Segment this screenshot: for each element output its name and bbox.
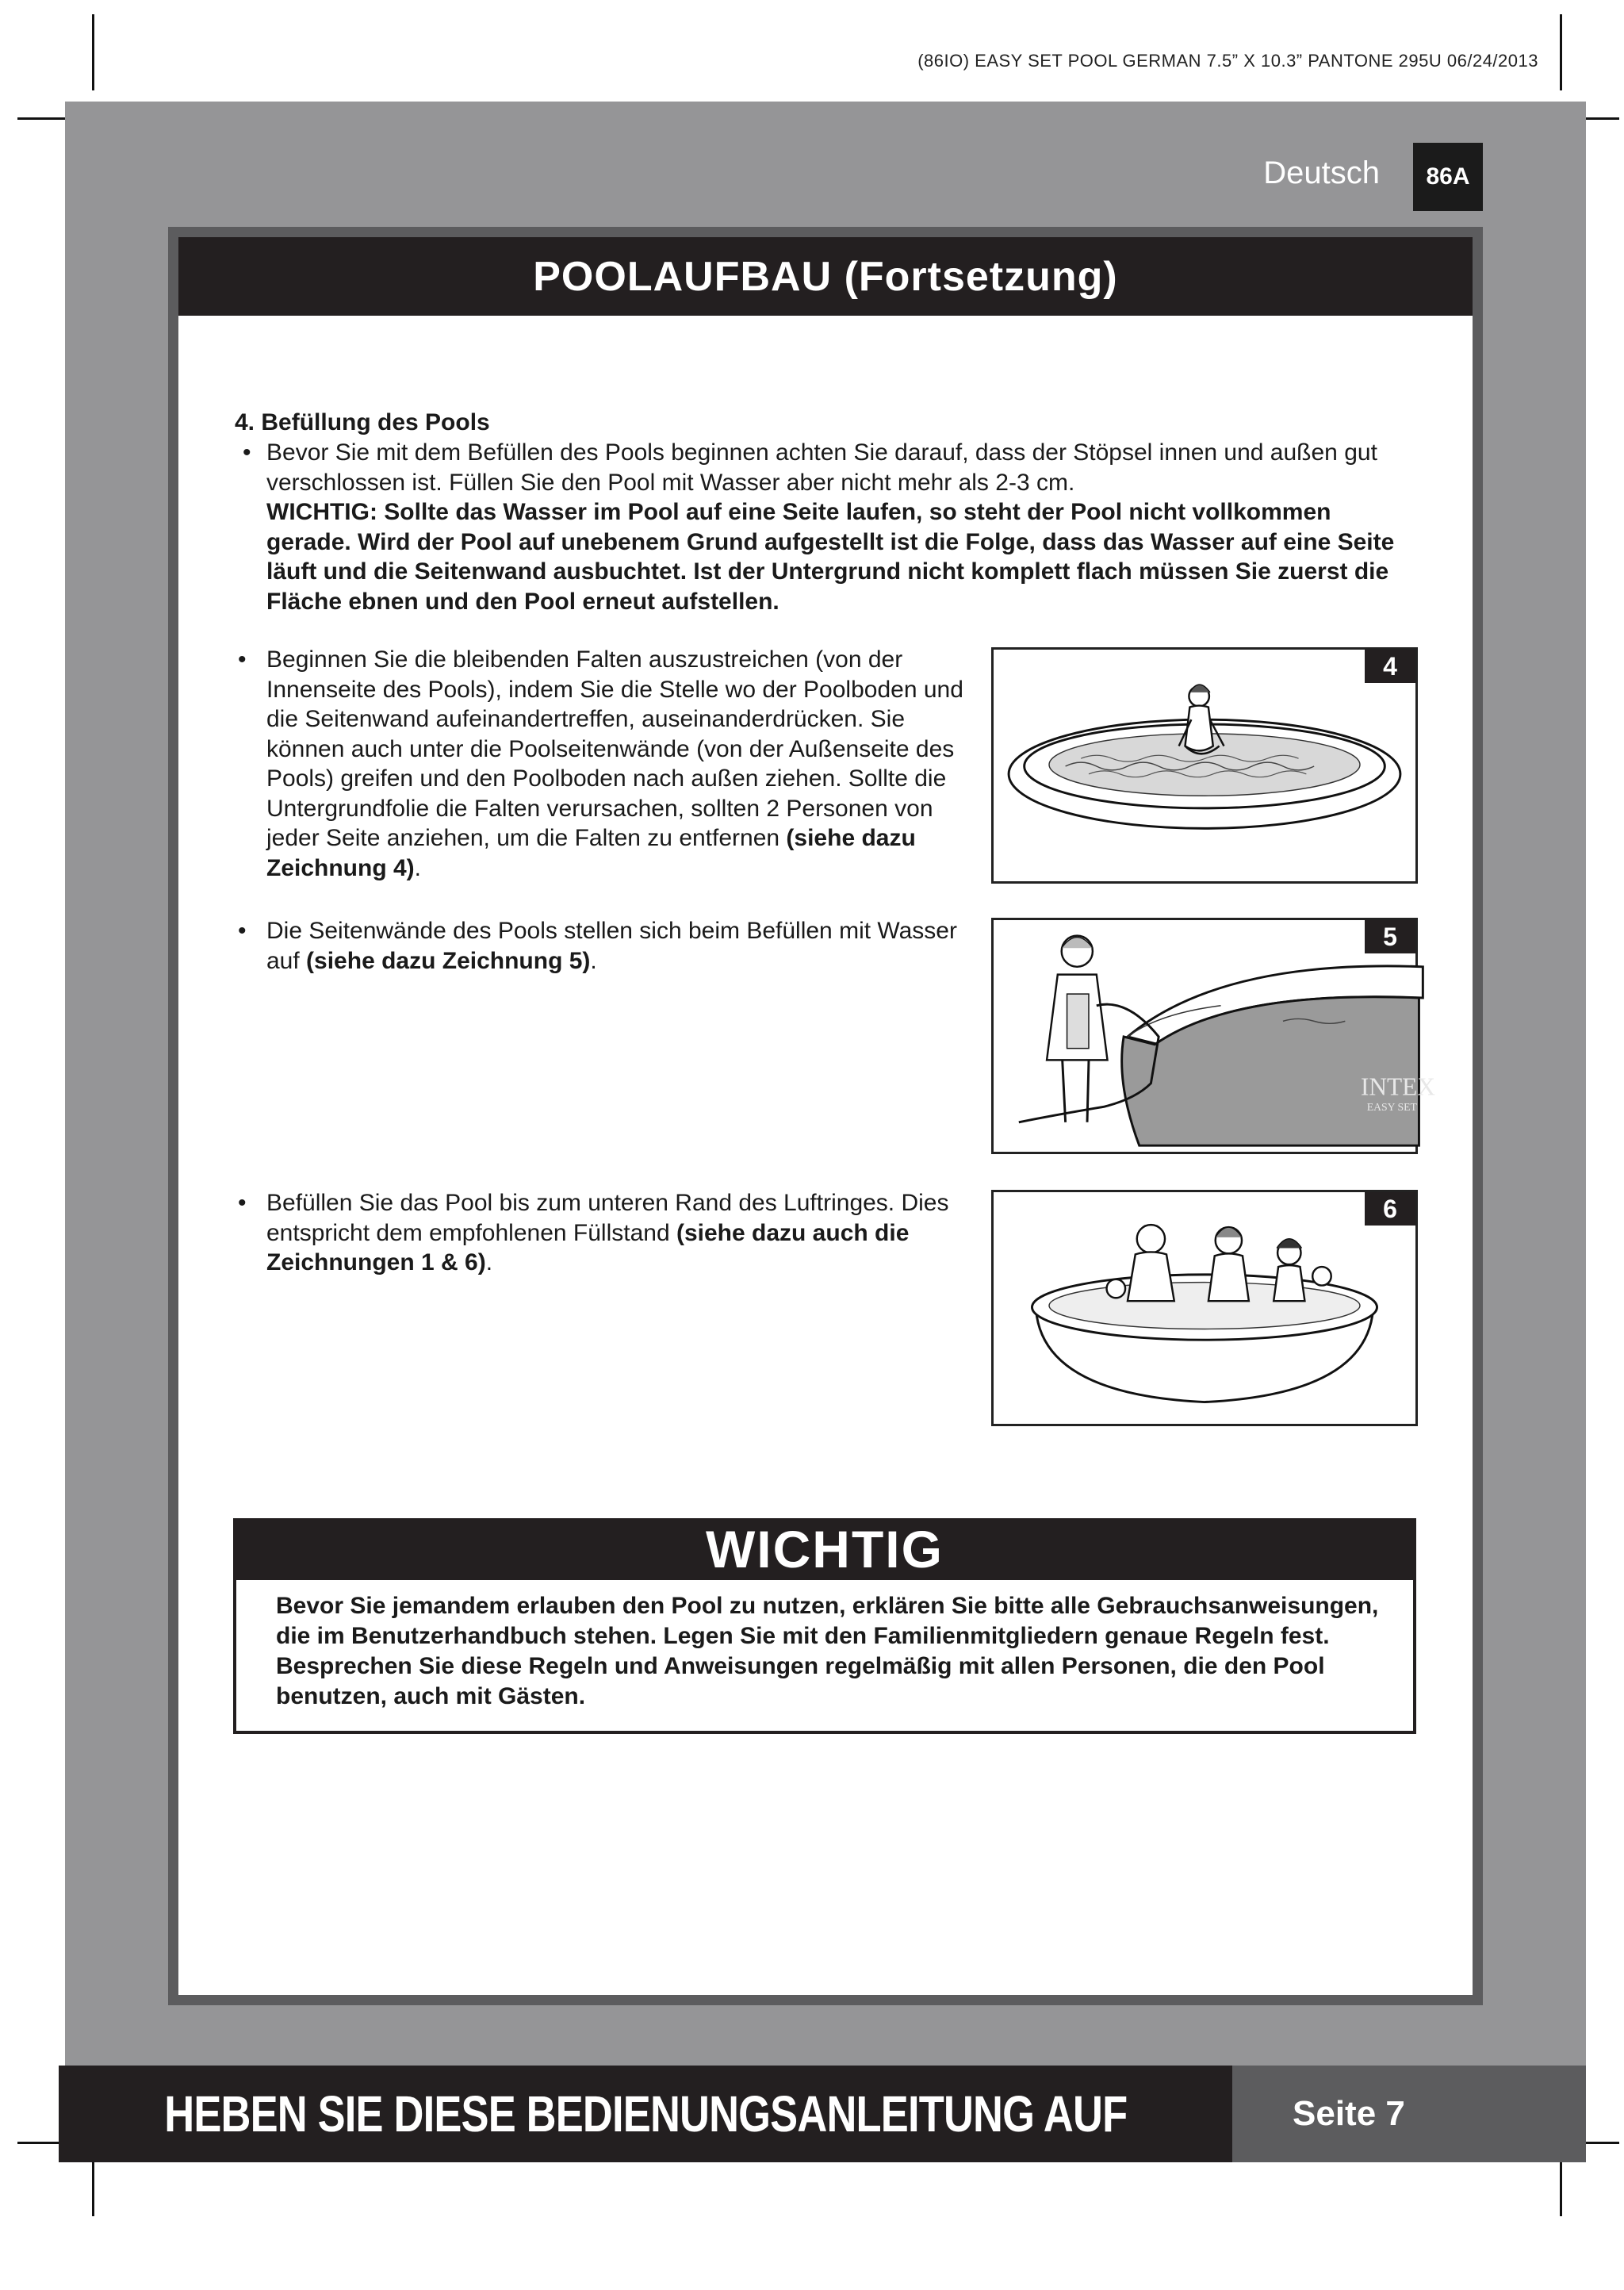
paragraph-fill-level	[266, 1188, 980, 1278]
pool-illustration	[994, 650, 1415, 881]
warning-text: Bevor Sie jemandem erlauben den Pool zu nutzen, erklären Sie bitte alle Gebrauchsanweisungen, die im Benutzerhandbuch stehen. Legen Sie mit den Familienmitgliedern genaue Regeln fest. Besprechen Sie diese Regeln und Anweisungen regelmäßig mit allen Personen, die den Pool benutzen, auch mit Gästen.	[276, 1593, 1379, 1709]
brand-logo: INTEX	[1360, 1072, 1435, 1101]
figure-5-pool-filling	[991, 918, 1435, 1154]
paragraph-text: Beginnen Sie die bleibenden Falten auszustreichen (von der Innenseite des Pools), indem Sie die Stelle wo der Poolboden und die Seitenwand aufeinandertreffen, auseinanderdrücken. Sie können auch unter die Poolseitenwände (von der Außenseite des Pools) greifen und den Poolboden nach außen ziehen. Sollte die Untergrundfolie die Falten verursachen, sollten 2 Personen von jeder Seite anziehen, um die Falten zu entfernen	[266, 646, 963, 851]
paragraph-end: .	[414, 854, 422, 881]
crop-mark	[1560, 14, 1562, 90]
warning-title: WICHTIG	[233, 1518, 1416, 1580]
figure-reference: (siehe dazu auch die Zeichnungen 1 & 6)	[266, 1219, 910, 1275]
figure-6-pool-filled	[991, 1190, 1418, 1426]
print-info: (86IO) EASY SET POOL GERMAN 7.5” X 10.3” PANTONE 295U 06/24/2013	[917, 51, 1538, 71]
figure-number: 6	[1365, 1192, 1415, 1226]
footer-page-number: Seite 7	[1232, 2066, 1586, 2162]
crop-mark	[92, 14, 94, 90]
section-heading: 4. Befüllung des Pools	[235, 409, 490, 435]
crop-mark	[92, 2162, 94, 2216]
pool-illustration	[994, 920, 1435, 1152]
bullet: •	[238, 1190, 247, 1216]
footer-slogan-text: HEBEN SIE DIESE BEDIENUNGSANLEITUNG AUF	[163, 2085, 1128, 2142]
important-note: WICHTIG: Sollte das Wasser im Pool auf eine Seite laufen, so steht der Pool nicht vollkommen gerade. Wird der Pool auf unebenem Grund aufgestellt ist die Folge, dass das Wasser auf eine Seite läuft und die Seitenwand ausbuchtet. Ist der Untergrund nicht komplett flach müssen Sie zuerst die Fläche ebnen und den Pool erneut aufstellen.	[266, 499, 1395, 615]
paragraph-end: .	[485, 1249, 493, 1275]
page-title: POOLAUFBAU (Fortsetzung)	[178, 237, 1473, 316]
paragraph-end: .	[590, 947, 597, 974]
figure-number: 5	[1365, 920, 1415, 953]
paragraph-fill-instructions	[266, 438, 1400, 616]
bullet: •	[238, 646, 247, 673]
figure-4-pool-wrinkles	[991, 647, 1418, 884]
figure-number: 4	[1365, 650, 1415, 683]
footer-slogan	[59, 2066, 1232, 2162]
paragraph-walls	[266, 916, 980, 976]
paragraph-text: Bevor Sie mit dem Befüllen des Pools beginnen achten Sie darauf, dass der Stöpsel innen und außen gut verschlossen ist. Füllen Sie den Pool mit Wasser aber nicht mehr als 2-3 cm.	[266, 439, 1377, 496]
paragraph-text: Befüllen Sie das Pool bis zum unteren Rand des Luftringes. Dies entspricht dem empfohlenen Füllstand	[266, 1190, 949, 1246]
bullet: •	[238, 918, 247, 944]
paragraph-wrinkles	[266, 645, 980, 883]
pool-illustration	[994, 1192, 1415, 1424]
crop-mark	[1560, 2162, 1562, 2216]
bullet: •	[243, 439, 251, 466]
paragraph-text: Die Seitenwände des Pools stellen sich beim Befüllen mit Wasser auf	[266, 918, 957, 974]
page-code-badge: 86A	[1413, 143, 1483, 211]
figure-reference: (siehe dazu Zeichnung 4)	[266, 825, 916, 881]
language-label: Deutsch	[1263, 155, 1380, 190]
brand-subtitle: EASY SET	[1366, 1101, 1417, 1114]
figure-reference: (siehe dazu Zeichnung 5)	[306, 947, 591, 974]
